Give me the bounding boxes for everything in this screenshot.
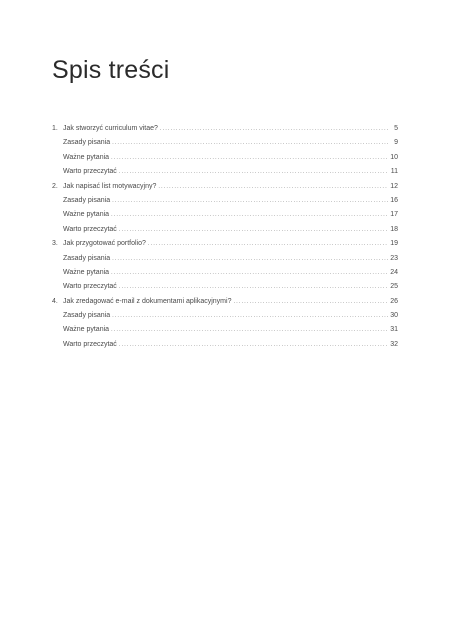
toc-label: Ważne pytania	[63, 268, 110, 276]
toc-label: Zasady pisania	[63, 254, 111, 262]
toc-label: Warto przeczytać	[63, 283, 117, 291]
toc-leader-dots	[112, 252, 388, 266]
toc-label: Jak zredagować e-mail z dokumentami aplikacyjnymi?	[63, 297, 232, 305]
toc-leader-dots	[158, 180, 388, 194]
toc-leader-dots	[119, 223, 388, 237]
toc-section[interactable]	[52, 223, 398, 237]
toc-leader-dots	[119, 338, 388, 352]
toc-label: Jak stworzyć curriculum vitae?	[63, 125, 158, 132]
toc-leader-dots	[112, 309, 388, 323]
toc-page-number: 5	[394, 125, 398, 132]
toc-number: 1.	[52, 125, 58, 132]
toc-leader-dots	[111, 266, 388, 280]
toc-page-number: 25	[390, 283, 398, 291]
toc-page-number: 16	[390, 196, 398, 204]
toc-leader-dots	[111, 323, 388, 337]
toc-page-number: 9	[394, 139, 398, 147]
toc-section[interactable]	[52, 151, 398, 165]
toc-leader-dots	[119, 165, 388, 179]
toc-section[interactable]	[52, 338, 398, 352]
toc-section[interactable]	[52, 252, 398, 266]
toc-section[interactable]	[52, 194, 398, 208]
toc-label: Zasady pisania	[63, 139, 111, 147]
toc-section[interactable]	[52, 280, 398, 294]
toc-page-number: 26	[390, 297, 398, 305]
toc-section[interactable]	[52, 165, 398, 179]
toc-label: Jak przygotować portfolio?	[63, 240, 146, 248]
toc-chapter-1[interactable]	[52, 122, 398, 136]
toc-page-number: 30	[390, 312, 398, 320]
toc-number: 4.	[52, 297, 58, 305]
toc-section[interactable]	[52, 323, 398, 337]
toc-leader-dots	[112, 136, 388, 150]
toc-section[interactable]	[52, 208, 398, 222]
toc-section[interactable]	[52, 266, 398, 280]
toc-label: Zasady pisania	[63, 196, 111, 204]
toc-page-number: 23	[390, 254, 398, 262]
toc-leader-dots	[112, 194, 388, 208]
toc-label: Ważne pytania	[63, 326, 110, 334]
toc-label: Jak napisać list motywacyjny?	[63, 182, 157, 190]
toc-label: Warto przeczytać	[63, 340, 117, 348]
toc-label: Warto przeczytać	[63, 168, 117, 176]
toc-chapter-2[interactable]	[52, 180, 398, 194]
toc-number: 3.	[52, 240, 58, 248]
toc-page-number: 32	[390, 340, 398, 348]
toc-page-number: 18	[390, 225, 398, 233]
toc-page-number: 11	[390, 168, 398, 176]
toc-label: Warto przeczytać	[63, 225, 117, 233]
toc-label: Ważne pytania	[63, 211, 110, 219]
table-of-contents	[52, 122, 398, 352]
toc-page-number: 12	[390, 182, 398, 190]
toc-leader-dots	[111, 151, 388, 165]
toc-leader-dots	[160, 122, 388, 136]
page-title: Spis treści	[52, 56, 170, 84]
toc-page-number: 24	[390, 268, 398, 276]
toc-leader-dots	[111, 208, 388, 222]
toc-chapter-3[interactable]	[52, 237, 398, 251]
toc-section[interactable]	[52, 309, 398, 323]
toc-page-number: 10	[390, 153, 398, 161]
toc-leader-dots	[148, 237, 388, 251]
toc-label: Ważne pytania	[63, 153, 110, 161]
toc-leader-dots	[233, 295, 388, 309]
toc-page-number: 31	[390, 326, 398, 334]
toc-chapter-4[interactable]	[52, 295, 398, 309]
toc-number: 2.	[52, 182, 58, 190]
toc-leader-dots	[119, 280, 388, 294]
toc-section[interactable]	[52, 136, 398, 150]
toc-page-number: 19	[390, 240, 398, 248]
toc-label: Zasady pisania	[63, 312, 111, 320]
toc-page-number: 17	[390, 211, 398, 219]
